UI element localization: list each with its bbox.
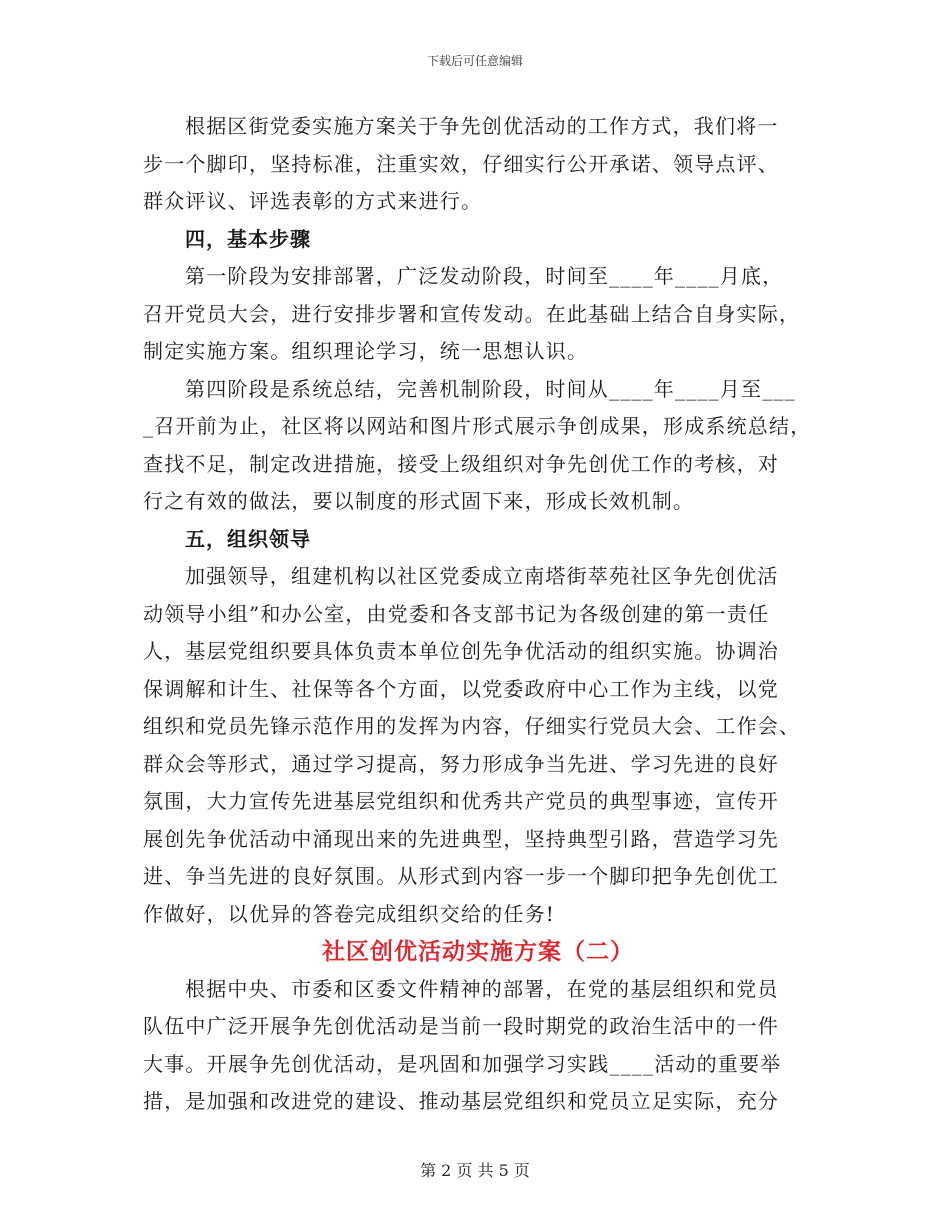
paragraph-line: 队伍中广泛开展争先创优活动是当前一段时期党的政治生活中的一件 <box>143 1014 779 1038</box>
paragraph-line: 大事。开展争先创优活动，是巩固和加强学习实践____活动的重要举 <box>143 1051 782 1076</box>
paragraph-line: 进、争当先进的良好氛围。从形式到内容一步一个脚印把争先创优工 <box>143 864 779 888</box>
paragraph-line: 制定实施方案。组织理论学习，统一思想认识。 <box>143 339 589 363</box>
paragraph-line: 措，是加强和改进党的建设、推动基层党组织和党员立足实际，充分 <box>143 1089 779 1113</box>
paragraph-line: 人，基层党组织要具体负责本单位创先争优活动的组织实施。协调治 <box>143 639 779 663</box>
paragraph-line: 展创先争优活动中涌现出来的先进典型，坚持典型引路，营造学习先 <box>143 826 779 851</box>
paragraph-line: 第四阶段是系统总结，完善机制阶段，时间从____年____月至___ <box>185 376 796 401</box>
paragraph-line: 组织和党员先锋示范作用的发挥为内容，仔细实行党员大会、工作会、 <box>143 714 801 738</box>
page-header: 下载后可任意编辑 <box>426 54 523 68</box>
section-heading-leadership: 五，组织领导 <box>185 526 311 551</box>
paragraph-line: 作做好，以优异的答卷完成组织交给的任务! <box>143 901 556 926</box>
paragraph-line: 查找不足，制定改进措施，接受上级组织对争先创优工作的考核，对 <box>143 451 779 476</box>
paragraph-line: 行之有效的做法，要以制度的形式固下来，形成长效机制。 <box>143 489 695 513</box>
paragraph-line: 保调解和计生、社保等各个方面，以党委政府中心工作为主线，以党 <box>143 676 779 701</box>
paragraph-line: 根据区街党委实施方案关于争先创优活动的工作方式，我们将一 <box>185 114 779 138</box>
paragraph-line: 步一个脚印，坚持标准，注重实效，仔细实行公开承诺、领导点评、 <box>143 151 779 176</box>
document-body <box>143 108 813 1121</box>
document-title: 社区创优活动实施方案（二） <box>322 938 634 965</box>
page-number: 第 2 页 共 5 页 <box>420 1161 530 1180</box>
paragraph-line: 氛围，大力宣传先进基层党组织和优秀共产党员的典型事迹，宣传开 <box>143 789 779 813</box>
paragraph-line: 加强领导，组建机构以社区党委成立南塔街萃苑社区争先创优活 <box>185 564 779 588</box>
paragraph-line: _召开前为止，社区将以网站和图片形式展示争创成果，形成系统总结， <box>143 414 812 438</box>
paragraph-line: 群众会等形式，通过学习提高，努力形成争当先进、学习先进的良好 <box>143 751 779 776</box>
paragraph-line: 根据中央、市委和区委文件精神的部署，在党的基层组织和党员 <box>185 976 779 1001</box>
paragraph-line: 动领导小组”和办公室，由党委和各支部书记为各级创建的第一责任 <box>143 601 770 626</box>
paragraph-line: 召开党员大会，进行安排步署和宣传发动。在此基础上结合自身实际， <box>143 301 801 326</box>
section-heading-steps: 四，基本步骤 <box>185 226 311 251</box>
paragraph-line: 群众评议、评选表彰的方式来进行。 <box>143 189 483 213</box>
paragraph-line: 第一阶段为安排部署，广泛发动阶段，时间至____年____月底， <box>185 264 784 288</box>
